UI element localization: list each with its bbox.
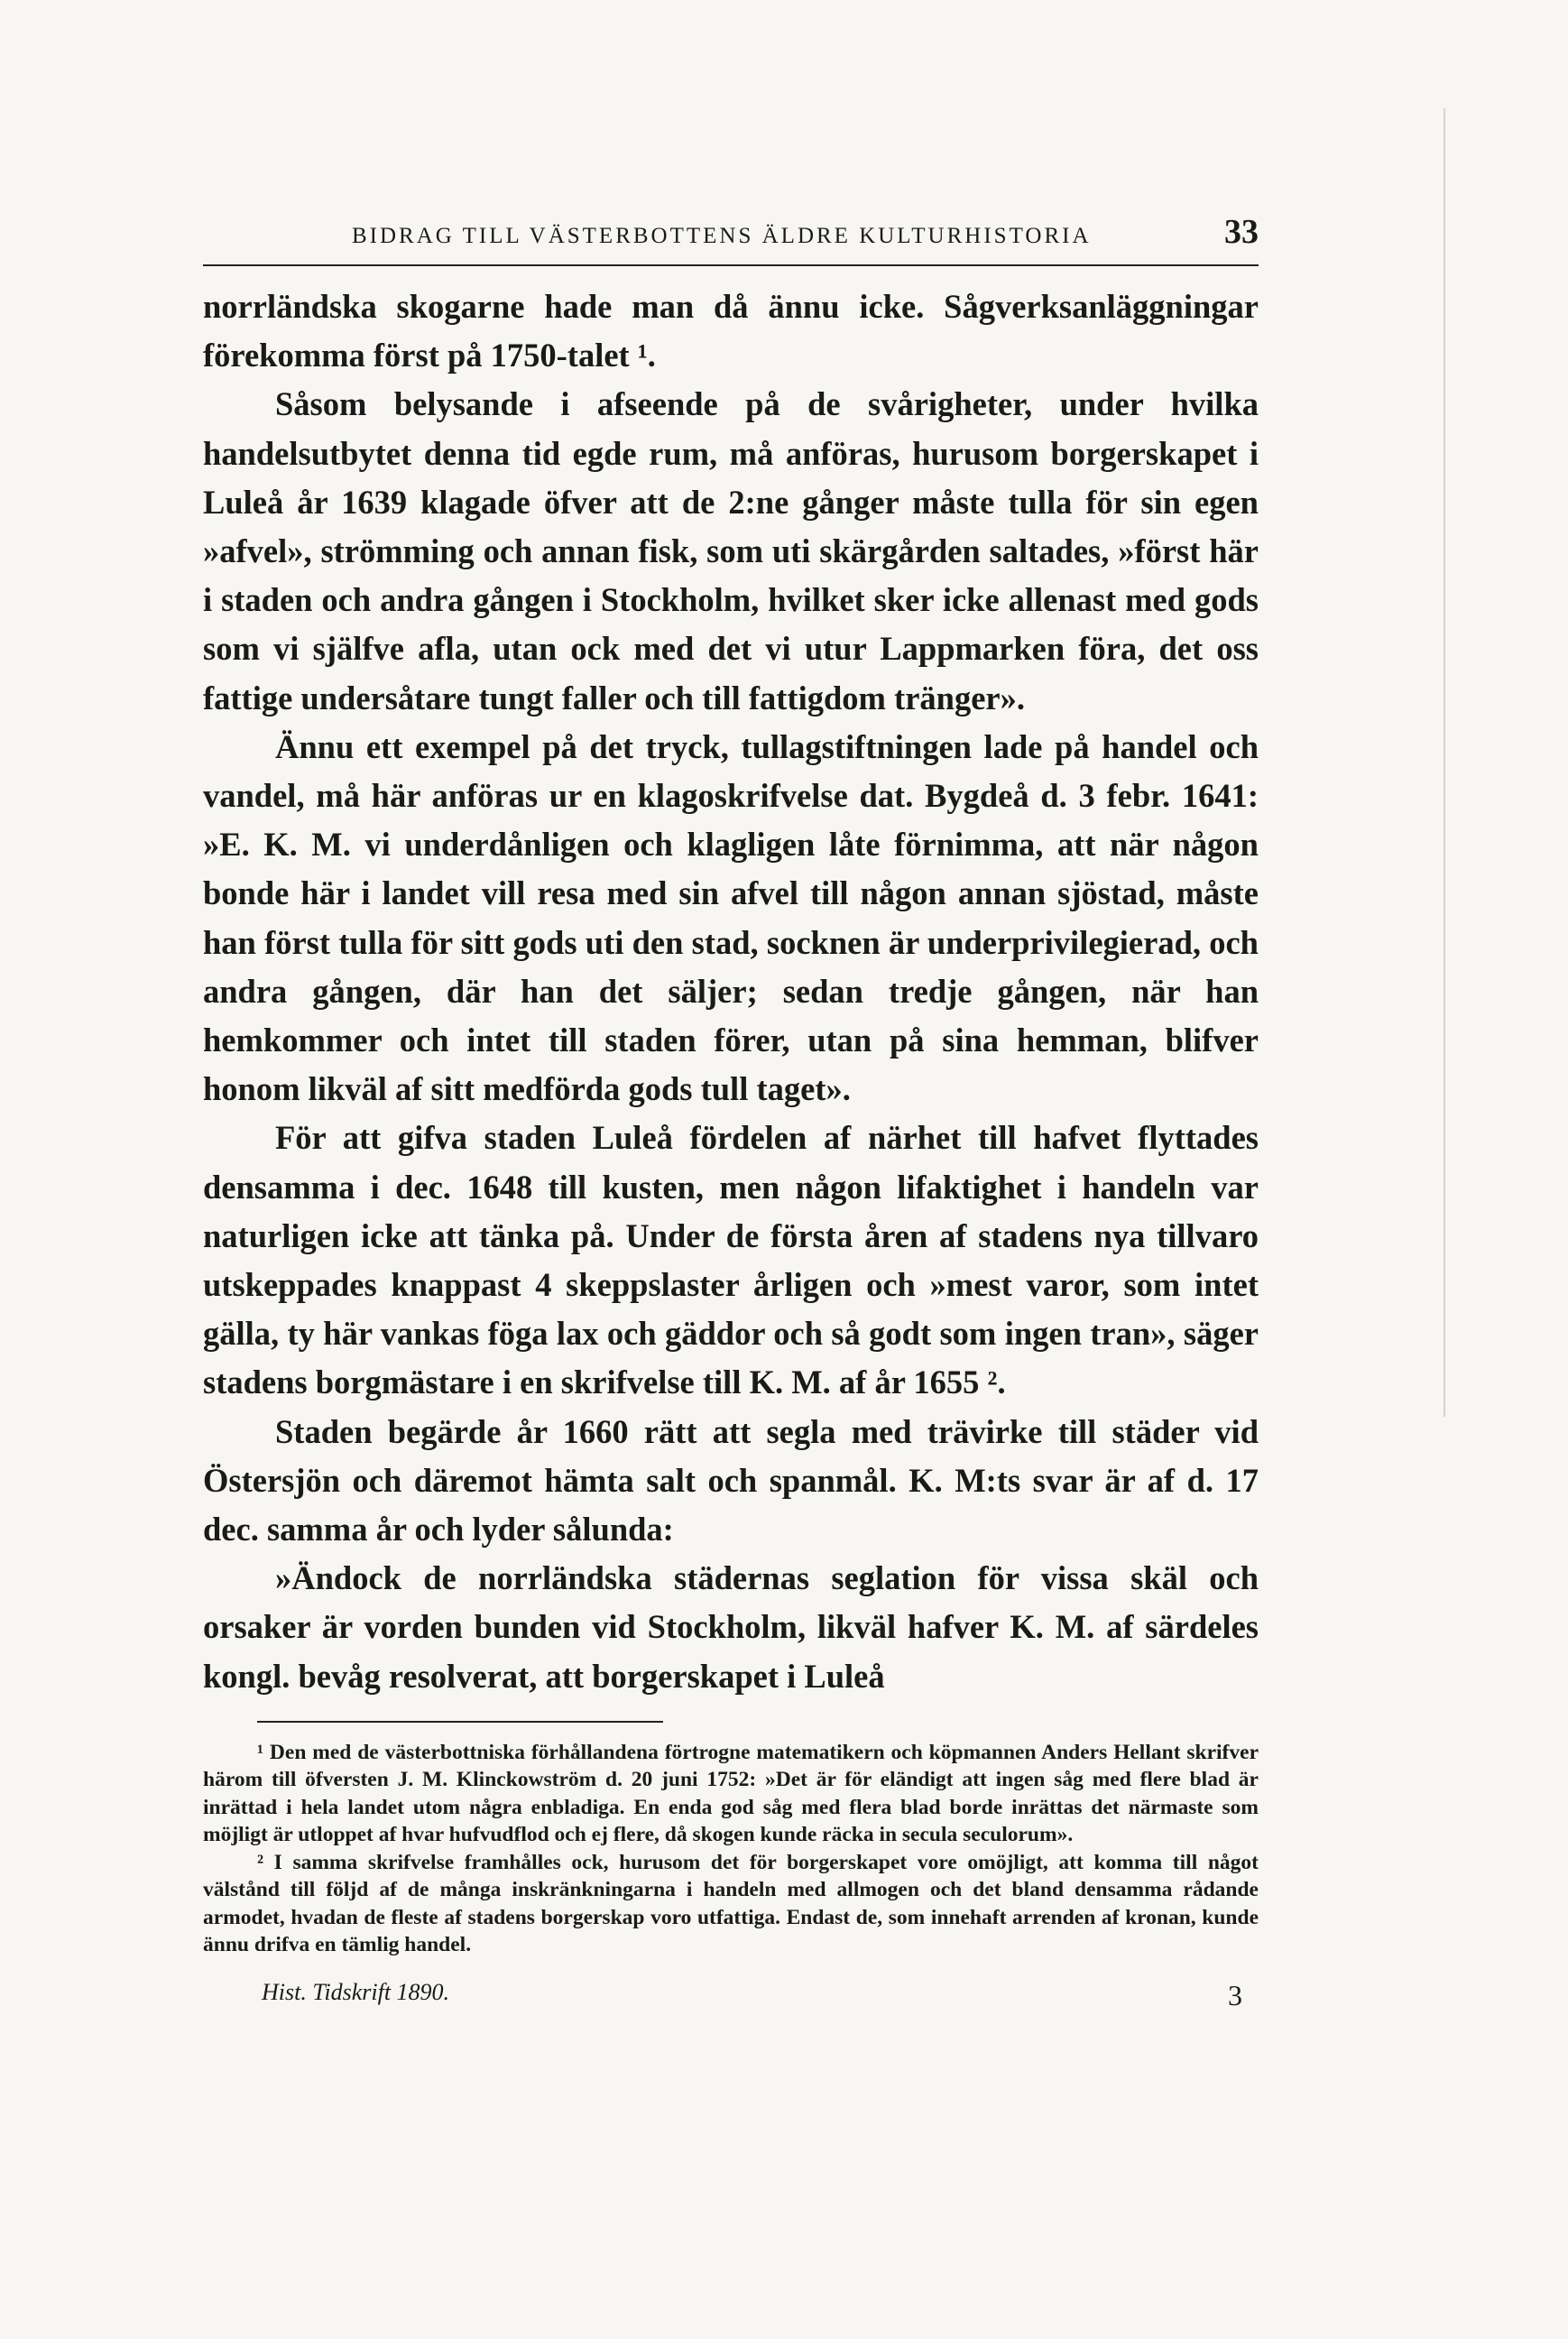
paragraph: norrländska skogarne hade man då ännu icke. Sågverksanläggningar förekomma först på 1750-talet ¹.	[203, 288, 1259, 374]
paragraph: »Ändock de norrländska städernas seglation för vissa skäl och orsaker är vorden bunden vid Stockholm, likväl hafver K. M. af särdeles kongl. bevåg resolverat, att borgerskapet i Luleå	[203, 1559, 1259, 1695]
paragraph: Ännu ett exempel på det tryck, tullagstiftningen lade på handel och vandel, må här anföras ur en klagoskrifvelse dat. Bygdeå d. 3 febr. 1641: »E. K. M. vi underdånligen och klagligen låte förnimma, att när någon bonde här i landet vill resa med sin afvel till någon annan sjöstad, måste han först tulla för sitt gods uti den stad, socknen är underprivilegierad, och andra gången, där han det säljer; sedan tredje gången, när han hemkommer och intet till staden förer, utan på sina hemman, blifver honom likväl af sitt medförda gods tull taget».	[203, 727, 1259, 1108]
margin-rule	[1443, 108, 1445, 1417]
paragraph: Såsom belysande i afseende på de svårigheter, under hvilka handelsutbytet denna tid egde rum, må anföras, hurusom borgerskapet i Luleå år 1639 klagade öfver att de 2:ne gånger måste tulla för sin egen »afvel», strömming och annan fisk, som uti skärgården saltades, »först här i staden och andra gången i Stockholm, hvilket sker icke allenast med gods som vi själfve afla, utan ock med det vi utur Lappmarken föra, det oss fattige undersåtare tungt faller och till fattigdom tränger».	[203, 385, 1259, 716]
footnote-separator	[257, 1721, 663, 1723]
journal-name: Hist. Tidskrift 1890.	[262, 1978, 450, 2005]
footnote: ² I samma skrifvelse framhålles ock, hurusom det för borgerskapet vore omöjligt, att komma till något välstånd till följd af de många inskränkningarna i handeln med allmogen och det bland densamma rådande armodet, hvadan de fleste af stadens borgerskap voro utfattiga. Endast de, som innehaft arrenden af kronan, kunde ännu drifva en tämlig handel.	[203, 1850, 1259, 1957]
footnote: ¹ Den med de västerbottniska förhållandena förtrogne matematikern och köpmannen Anders Hellant skrifver härom till öfversten J. M. Klinckowström d. 20 juni 1752: »Det är för eländigt att ingen såg med flere blad är inrättad i hela landet utom några enbladiga. En enda god såg med flera blad borde inrättas det närmaste som möjligt är utloppet af hvar hufvudflod och ej flere, då skogen kunde räcka in secula seculorum».	[203, 1740, 1259, 1847]
book-page	[203, 212, 1259, 2012]
paragraph: Staden begärde år 1660 rätt att segla med trävirke till städer vid Östersjön och däremot hämta salt och spanmål. K. M:ts svar är af d. 17 dec. samma år och lyder sålunda:	[203, 1412, 1259, 1549]
signature-mark: 3	[1228, 1978, 1242, 2011]
page-footer	[203, 1979, 1259, 2012]
running-title: BIDRAG TILL VÄSTERBOTTENS ÄLDRE KULTURHISTORIA	[352, 224, 1092, 248]
paragraph: För att gifva staden Luleå fördelen af närhet till hafvet flyttades densamma i dec. 1648 till kusten, men någon lifaktighet i handeln var naturligen icke att tänka på. Under de första åren af stadens nya tillvaro utskeppades knappast 4 skeppslaster årligen och »mest varor, som intet gälla, ty här vankas föga lax och gäddor och så godt som ingen tran», säger stadens borgmästare i en skrifvelse till K. M. af år 1655 ².	[203, 1119, 1259, 1401]
body-text	[203, 282, 1259, 1701]
footnotes	[203, 1739, 1259, 1959]
page-header	[203, 212, 1259, 266]
page-number: 33	[1224, 213, 1259, 251]
